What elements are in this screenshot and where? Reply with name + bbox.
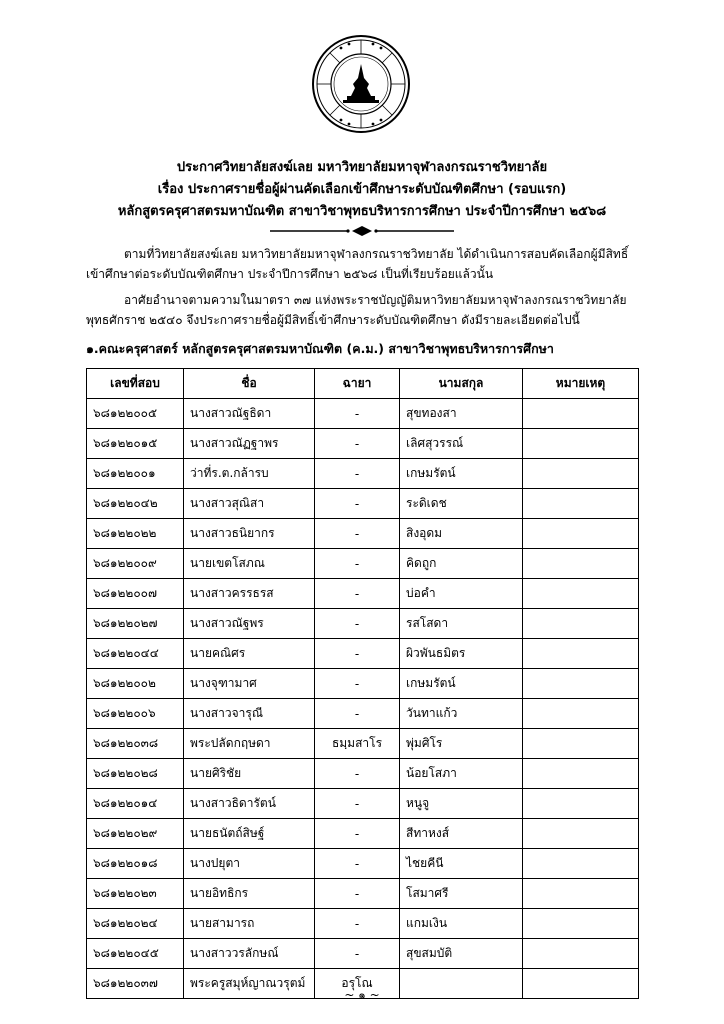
table-row: [87, 579, 639, 609]
exam-number-cell: ๖๘๑๒๒๐๒๗: [87, 609, 184, 639]
intro-paragraph-line-2: เข้าศึกษาต่อระดับบัณฑิตศึกษา ประจำปีการศึกษา ๒๕๖๘ เป็นที่เรียบร้อยแล้วนั้น: [86, 267, 494, 281]
table-row: [87, 729, 639, 759]
table-row: [87, 699, 639, 729]
remarks-cell: [523, 909, 639, 939]
exam-number-cell: ๖๘๑๒๒๐๑๕: [87, 429, 184, 459]
remarks-cell: [523, 609, 639, 639]
title-cell: -: [315, 609, 400, 639]
remarks-cell: [523, 879, 639, 909]
surname-cell: รสโสดา: [400, 609, 523, 639]
header-monastic-title: ฉายา: [315, 369, 400, 399]
title-cell: -: [315, 879, 400, 909]
table-header-row: [87, 369, 639, 399]
remarks-cell: [523, 549, 639, 579]
table-row: [87, 939, 639, 969]
name-cell: นางจุฑามาศ: [184, 669, 315, 699]
candidate-table: [86, 368, 639, 999]
remarks-cell: [523, 489, 639, 519]
university-seal: [311, 34, 411, 134]
header-surname: นามสกุล: [400, 369, 523, 399]
remarks-cell: [523, 579, 639, 609]
remarks-cell: [523, 519, 639, 549]
surname-cell: ไชยคีนี: [400, 849, 523, 879]
table-row: [87, 459, 639, 489]
name-cell: นางสาวธนิยากร: [184, 519, 315, 549]
name-cell: นายเขตโสภณ: [184, 549, 315, 579]
announcement-title: ประกาศวิทยาลัยสงฆ์เลย มหาวิทยาลัยมหาจุฬาลงกรณราชวิทยาลัย: [176, 160, 548, 175]
title-cell: -: [315, 399, 400, 429]
table-row: [87, 759, 639, 789]
title-cell: -: [315, 759, 400, 789]
remarks-cell: [523, 699, 639, 729]
name-cell: นางปยุตา: [184, 849, 315, 879]
exam-number-cell: ๖๘๑๒๒๐๐๗: [87, 579, 184, 609]
table-row: [87, 519, 639, 549]
surname-cell: เกษมรัตน์: [400, 459, 523, 489]
table-row: [87, 609, 639, 639]
header-first-name: ชื่อ: [184, 369, 315, 399]
table-row: [87, 669, 639, 699]
surname-cell: เกษมรัตน์: [400, 669, 523, 699]
surname-cell: วันทาแก้ว: [400, 699, 523, 729]
exam-number-cell: ๖๘๑๒๒๐๒๙: [87, 819, 184, 849]
exam-number-cell: ๖๘๑๒๒๐๐๖: [87, 699, 184, 729]
surname-cell: เลิศสุวรรณ์: [400, 429, 523, 459]
table-row: [87, 789, 639, 819]
name-cell: นางสาวธิดารัตน์: [184, 789, 315, 819]
remarks-cell: [523, 729, 639, 759]
table-row: [87, 909, 639, 939]
intro-paragraph-line-1: ตามที่วิทยาลัยสงฆ์เลย มหาวิทยาลัยมหาจุฬาลงกรณราชวิทยาลัย ได้ดำเนินการสอบคัดเลือกผู้มีสิทธิ์: [124, 247, 629, 261]
name-cell: นางสาวสุณิสา: [184, 489, 315, 519]
surname-cell: ระดิเดช: [400, 489, 523, 519]
title-cell: -: [315, 909, 400, 939]
exam-number-cell: ๖๘๑๒๒๐๓๘: [87, 729, 184, 759]
name-cell: นางสาววรลักษณ์: [184, 939, 315, 969]
remarks-cell: [523, 639, 639, 669]
title-cell: -: [315, 819, 400, 849]
authority-paragraph-line-1: อาศัยอำนาจตามความในมาตรา ๓๗ แห่งพระราชบัญญัติมหาวิทยาลัยมหาจุฬาลงกรณราชวิทยาลัย: [124, 293, 627, 307]
exam-number-cell: ๖๘๑๒๒๐๒๔: [87, 909, 184, 939]
exam-number-cell: ๖๘๑๒๒๐๓๗: [87, 969, 184, 999]
remarks-cell: [523, 429, 639, 459]
name-cell: นางสาวครรธรส: [184, 579, 315, 609]
title-cell: -: [315, 669, 400, 699]
surname-cell: พุ่มศิโร: [400, 729, 523, 759]
exam-number-cell: ๖๘๑๒๒๐๑๘: [87, 849, 184, 879]
exam-number-cell: ๖๘๑๒๒๐๒๓: [87, 879, 184, 909]
remarks-cell: [523, 669, 639, 699]
title-cell: -: [315, 459, 400, 489]
title-cell: -: [315, 579, 400, 609]
table-row: [87, 849, 639, 879]
table-row: [87, 639, 639, 669]
surname-cell: สุขทองสา: [400, 399, 523, 429]
title-cell: -: [315, 549, 400, 579]
remarks-cell: [523, 399, 639, 429]
title-cell: -: [315, 789, 400, 819]
table-row: [87, 489, 639, 519]
ornamental-divider: [268, 225, 456, 237]
table-row: [87, 399, 639, 429]
name-cell: พระปลัดกฤษดา: [184, 729, 315, 759]
name-cell: นายศิริชัย: [184, 759, 315, 789]
exam-number-cell: ๖๘๑๒๒๐๑๔: [87, 789, 184, 819]
remarks-cell: [523, 849, 639, 879]
name-cell: นางสาวจารุณี: [184, 699, 315, 729]
surname-cell: สุขสมบัติ: [400, 939, 523, 969]
exam-number-cell: ๖๘๑๒๒๐๐๒: [87, 669, 184, 699]
exam-number-cell: ๖๘๑๒๒๐๒๘: [87, 759, 184, 789]
program-title: หลักสูตรครุศาสตรมหาบัณฑิต สาขาวิชาพุทธบริหารการศึกษา ประจำปีการศึกษา ๒๕๖๘: [117, 204, 607, 219]
surname-cell: ผิวพันธมิตร: [400, 639, 523, 669]
surname-cell: หนูจู: [400, 789, 523, 819]
exam-number-cell: ๖๘๑๒๒๐๔๒: [87, 489, 184, 519]
surname-cell: บ่อคำ: [400, 579, 523, 609]
header-exam-number: เลขที่สอบ: [87, 369, 184, 399]
surname-cell: สิงอุดม: [400, 519, 523, 549]
exam-number-cell: ๖๘๑๒๒๐๔๕: [87, 939, 184, 969]
exam-number-cell: ๖๘๑๒๒๐๒๒: [87, 519, 184, 549]
surname-cell: สีทาหงส์: [400, 819, 523, 849]
table-row: [87, 549, 639, 579]
name-cell: นายธนัตถ์สิษฐ์: [184, 819, 315, 849]
table-row: [87, 429, 639, 459]
exam-number-cell: ๖๘๑๒๒๐๔๔: [87, 639, 184, 669]
exam-number-cell: ๖๘๑๒๒๐๐๙: [87, 549, 184, 579]
name-cell: นายอิทธิกร: [184, 879, 315, 909]
announcement-subject: เรื่อง ประกาศรายชื่อผู้ผ่านคัดเลือกเข้าศึกษาระดับบัณฑิตศึกษา (รอบแรก): [157, 182, 567, 197]
title-cell: -: [315, 519, 400, 549]
name-cell: นางสาวณัฐธิดา: [184, 399, 315, 429]
surname-cell: แกมเงิน: [400, 909, 523, 939]
exam-number-cell: ๖๘๑๒๒๐๐๑: [87, 459, 184, 489]
surname-cell: น้อยโสภา: [400, 759, 523, 789]
title-cell: -: [315, 639, 400, 669]
title-cell: -: [315, 939, 400, 969]
title-cell: -: [315, 699, 400, 729]
remarks-cell: [523, 459, 639, 489]
table-row: [87, 879, 639, 909]
name-cell: นายคณิศร: [184, 639, 315, 669]
title-cell: -: [315, 429, 400, 459]
name-cell: นางสาวณัฏฐาพร: [184, 429, 315, 459]
remarks-cell: [523, 759, 639, 789]
name-cell: ว่าที่ร.ต.กล้ารบ: [184, 459, 315, 489]
title-cell: ธมฺมสาโร: [315, 729, 400, 759]
page-number: ~ ๑ ~: [344, 988, 380, 1002]
name-cell: นางสาวณัฐพร: [184, 609, 315, 639]
section-title: ๑.คณะครุศาสตร์ หลักสูตรครุศาสตรมหาบัณฑิต (ค.ม.) สาขาวิชาพุทธบริหารการศึกษา: [86, 341, 554, 356]
name-cell: พระครูสมุห์ญาณวรุตม์: [184, 969, 315, 999]
surname-cell: โสมาศรี: [400, 879, 523, 909]
surname-cell: คิดถูก: [400, 549, 523, 579]
name-cell: นายสามารถ: [184, 909, 315, 939]
title-cell: อรุโณ: [315, 969, 400, 999]
header-remarks: หมายเหตุ: [523, 369, 639, 399]
authority-paragraph-line-2: พุทธศักราช ๒๕๔๐ จึงประกาศรายชื่อผู้มีสิทธิ์เข้าศึกษาระดับบัณฑิตศึกษา ดังมีรายละเอียดต่อไปนี้: [86, 313, 580, 327]
table-row: [87, 819, 639, 849]
remarks-cell: [523, 789, 639, 819]
remarks-cell: [523, 819, 639, 849]
title-cell: -: [315, 849, 400, 879]
title-cell: -: [315, 489, 400, 519]
exam-number-cell: ๖๘๑๒๒๐๐๕: [87, 399, 184, 429]
remarks-cell: [523, 939, 639, 969]
